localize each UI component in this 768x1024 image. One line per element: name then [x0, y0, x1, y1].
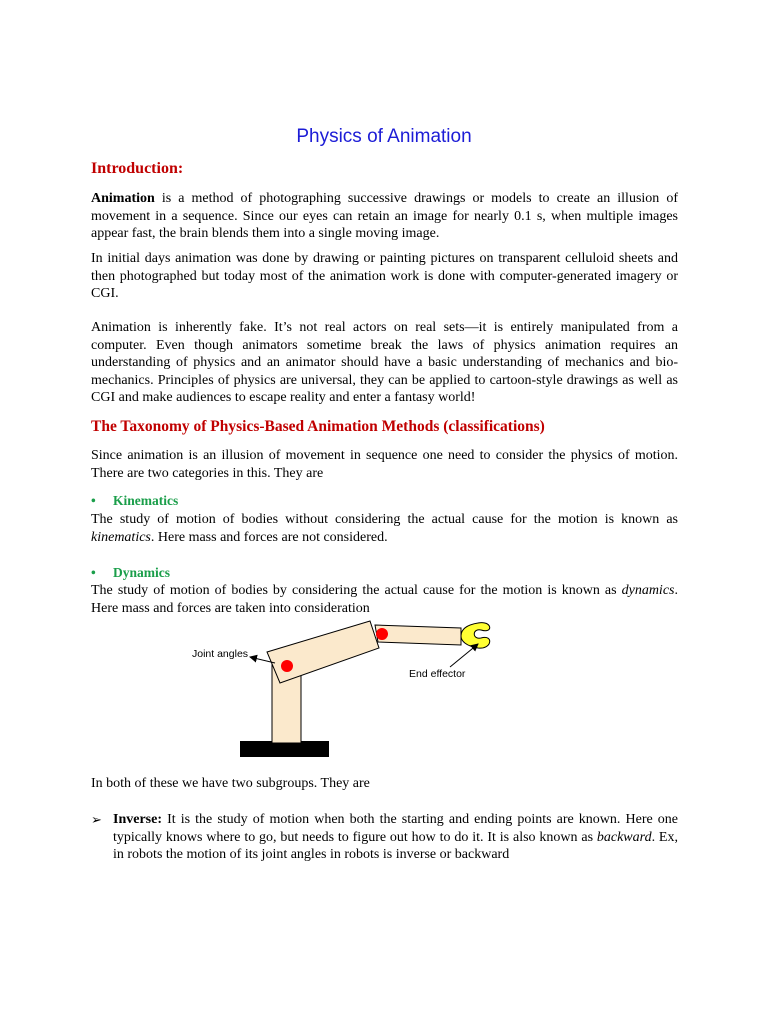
backward-term: backward	[596, 829, 652, 845]
kinematics-text-before: The study of motion of bodies without considering the actual cause for the motion is known as	[91, 512, 678, 527]
dynamics-term: dynamics	[621, 583, 675, 598]
intro-paragraph-2: In initial days animation was done by drawing or painting pictures on transparent celluloid sheets and then photographed but today most of the animation work is done with computer-generated imagery or CGI.	[91, 251, 678, 301]
intro-heading: Introduction:	[91, 160, 184, 177]
bullet-dot: •	[91, 493, 96, 508]
kinematics-term: kinematics	[91, 529, 151, 545]
joint-dot-elbow	[376, 628, 388, 640]
arrow-bullet-icon: ➢	[91, 812, 102, 827]
dynamics-label: Dynamics	[113, 565, 170, 580]
taxonomy-paragraph: Since animation is an illusion of movement in sequence one need to consider the physics of motion. There are two categories in this. They are	[91, 448, 678, 481]
subgroups-intro: In both of these we have two subgroups. They are	[91, 776, 370, 791]
end-effector-arrow	[450, 644, 478, 667]
inverse-item	[91, 811, 678, 864]
intro-paragraph-3: Animation is inherently fake. It’s not real actors on real sets—it is entirely manipulated from a computer. Even though animators sometime break the laws of physics animation requires an understanding of physics and an animator should have a basic understanding of mechanics and bio-mechanics. Principles of physics are universal, they can be applied to cartoon-style drawings as well as CGI and make audiences to escape reality and enter a fantasy world!	[91, 320, 678, 405]
joint-dot-shoulder	[281, 660, 293, 672]
inverse-text-2: . Ex, in robots the motion of its joint angles in robots is inverse or backward	[113, 829, 678, 862]
taxonomy-heading: The Taxonomy of Physics-Based Animation Methods (classifications)	[91, 418, 545, 435]
kinematics-label: Kinematics	[113, 493, 179, 508]
inverse-text	[113, 811, 678, 864]
page-title: Physics of Animation	[296, 126, 472, 147]
intro-paragraph-1-text: is a method of photographing successive drawings or models to create an illusion of movement in a sequence. Since our eyes can retain an image for nearly 0.1 s, when multiple images appear fast, the brain blends them into a single moving image.	[91, 191, 678, 241]
dynamics-text-before: The study of motion of bodies by considering the actual cause for the motion is known as	[91, 583, 622, 598]
robot-gripper	[461, 623, 490, 649]
animation-term: Animation	[91, 191, 155, 206]
end-effector-label: End effector	[409, 668, 466, 680]
robot-upper-arm	[267, 621, 379, 683]
kinematics-text-after: . Here mass and forces are not considered.	[150, 529, 388, 545]
joint-angles-label: Joint angles	[192, 648, 249, 660]
inverse-text-1: It is the study of motion when both the starting and ending points are known. Here one typically knows where to go, but needs to figure out how to do it. It is also known as	[113, 812, 678, 845]
inverse-label: Inverse:	[113, 812, 162, 827]
bullet-dot: •	[91, 565, 96, 580]
dynamics-text-after: . Here mass and forces are taken into consideration	[91, 583, 678, 616]
